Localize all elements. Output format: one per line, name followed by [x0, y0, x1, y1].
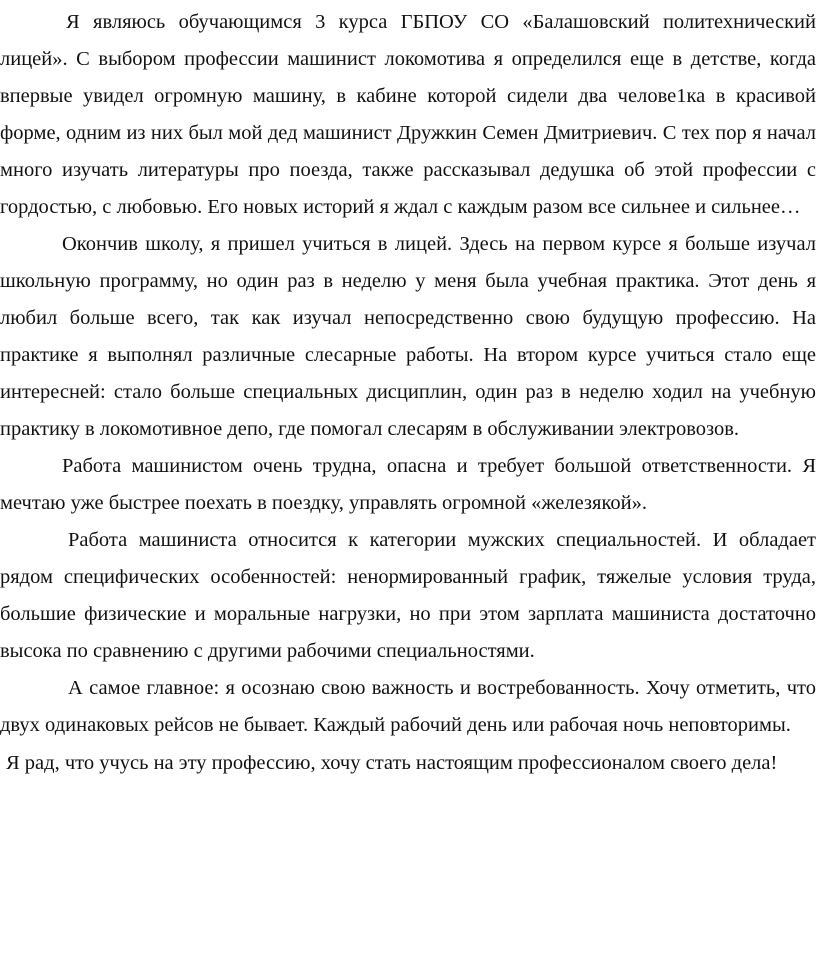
paragraph-study: Окончив школу, я пришел учиться в лицей. Здесь на первом курсе я больше изучал школьную программу, но один раз в неделю у меня была учебная практика. Этот день я любил больше всего, так как изучал непосредственно свою будущую профессию. На практике я выполнял различные слесарные работы. На втором курсе учиться стало еще интересней: стало больше специальных дисциплин, один раз в неделю ходил на учебную практику в локомотивное депо, где помогал слесарям в обслуживании электровозов.	[0, 233, 816, 440]
paragraph-work-difficulty: Работа машинистом очень трудна, опасна и требует большой ответственности. Я мечтаю уже быстрее поехать в поездку, управлять огромной «железякой».	[0, 455, 816, 514]
paragraph-conclusion: Я рад, что учусь на эту профессию, хочу стать настоящим профессионалом своего дела!	[6, 752, 778, 774]
paragraph-profession-features: Работа машиниста относится к категории мужских специальностей. И обладает рядом специфических особенностей: ненормированный график, тяжелые условия труда, большие физические и моральные нагрузки, но при этом зарплата машиниста достаточно высока по сравнению с другими рабочими специальностями.	[0, 529, 816, 662]
paragraph-importance: А самое главное: я осознаю свою важность и востребованность. Хочу отметить, что двух одинаковых рейсов не бывает. Каждый рабочий день или рабочая ночь неповторимы.	[0, 677, 816, 736]
paragraph-intro: Я являюсь обучающимся 3 курса ГБПОУ СО «Балашовский политехнический лицей». С выбором профессии машинист локомотива я определился еще в детстве, когда впервые увидел огромную машину, в кабине которой сидели два челове1ка в красивой форме, одним из них был мой дед машинист Дружкин Семен Дмитриевич. С тех пор я начал много изучать литературы про поезда, также рассказывал дедушка об этой профессии с гордостью, с любовью. Его новых историй я ждал с каждым разом все сильнее и сильнее…	[0, 11, 816, 218]
